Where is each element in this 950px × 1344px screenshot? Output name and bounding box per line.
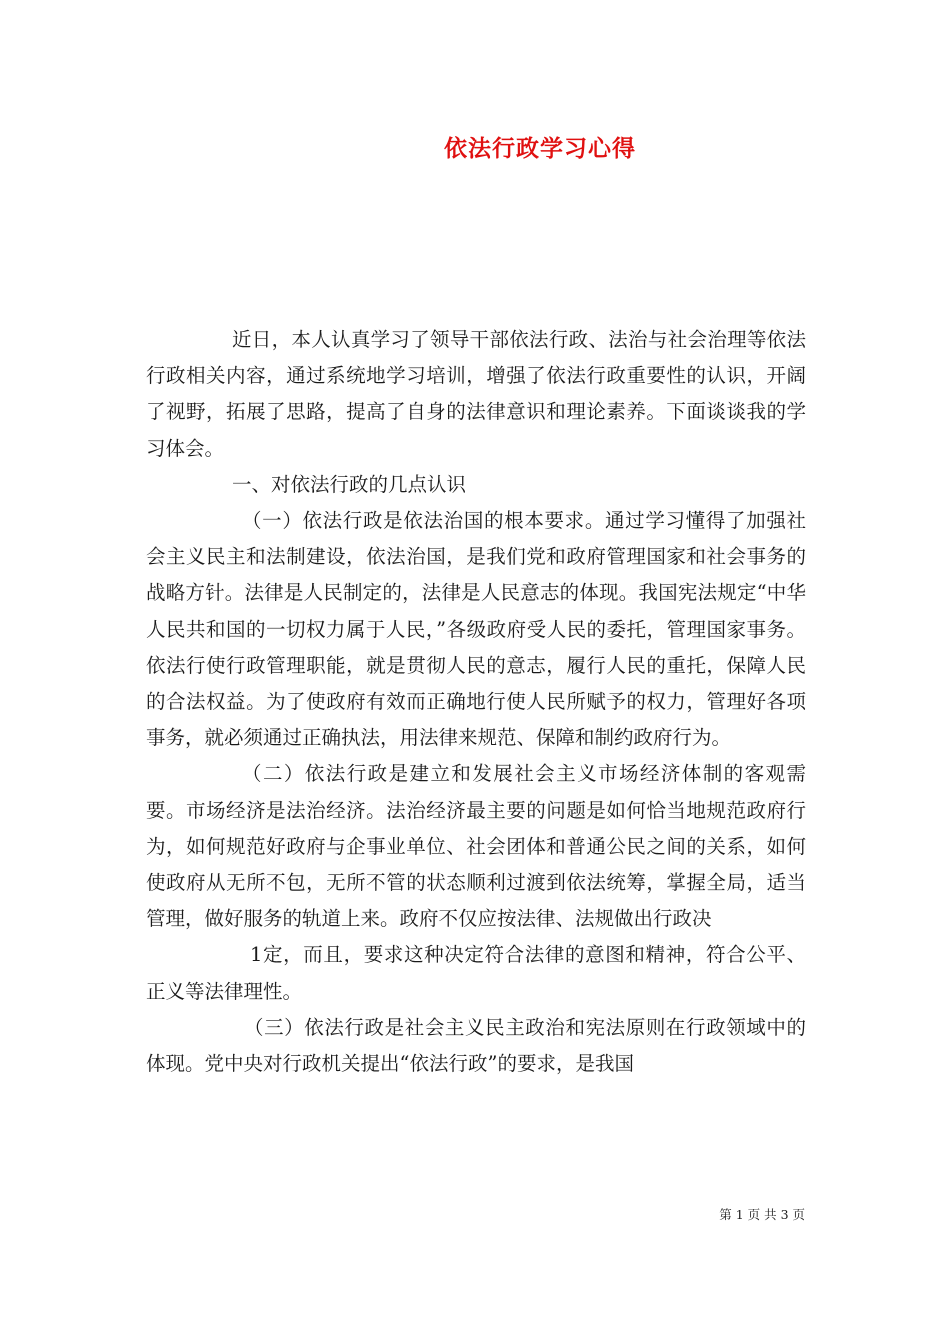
paragraph-point-1: （一）依法行政是依法治国的根本要求。通过学习懂得了加强社会主义民主和法制建设，依法治国，是我们党和政府管理国家和社会事务的战略方针。法律是人民制定的，法律是人民意志的体现。我国宪法规定“中华人民共和国的一切权力属于人民，”各级政府受人民的委托，管理国家事务。依法行使行政管理职能，就是贯彻人民的意志，履行人民的重托，保障人民的合法权益。为了使政府有效而正确地行使人民所赋予的权力，管理好各项事务，就必须通过正确执法，用法律来规范、保障和制约政府行为。 (146, 509, 806, 750)
section-heading: 一、对依法行政的几点认识 (232, 472, 467, 496)
document-title: 依法行政学习心得 (444, 136, 636, 162)
paragraph-point-2: （二）依法行政是建立和发展社会主义市场经济体制的客观需要。市场经济是法治经济。法治经济最主要的问题是如何恰当地规范政府行为，如何规范好政府与企事业单位、社会团体和普通公民之间的关系，如何使政府从无所不包，无所不管的状态顺利过渡到依法统筹，掌握全局，适当管理，做好服务的轨道上来。政府不仅应按法律、法规做出行政决 (146, 762, 806, 931)
paragraph-intro: 近日，本人认真学习了领导干部依法行政、法治与社会治理等依法行政相关内容，通过系统地学习培训，增强了依法行政重要性的认识，开阔了视野，拓展了思路，提高了自身的法律意识和理论素养。下面谈谈我的学习体会。 (146, 328, 806, 460)
paragraph-point-3: （三）依法行政是社会主义民主政治和宪法原则在行政领域中的体现。党中央对行政机关提出“依法行政”的要求，是我国 (146, 1015, 806, 1076)
page-number-footer: 第 1 页 共 3 页 (719, 1207, 805, 1222)
paragraph-point-2-continued: 1定，而且，要求这种决定符合法律的意图和精神，符合公平、正义等法律理性。 (146, 943, 806, 1003)
document-body (146, 322, 806, 1082)
